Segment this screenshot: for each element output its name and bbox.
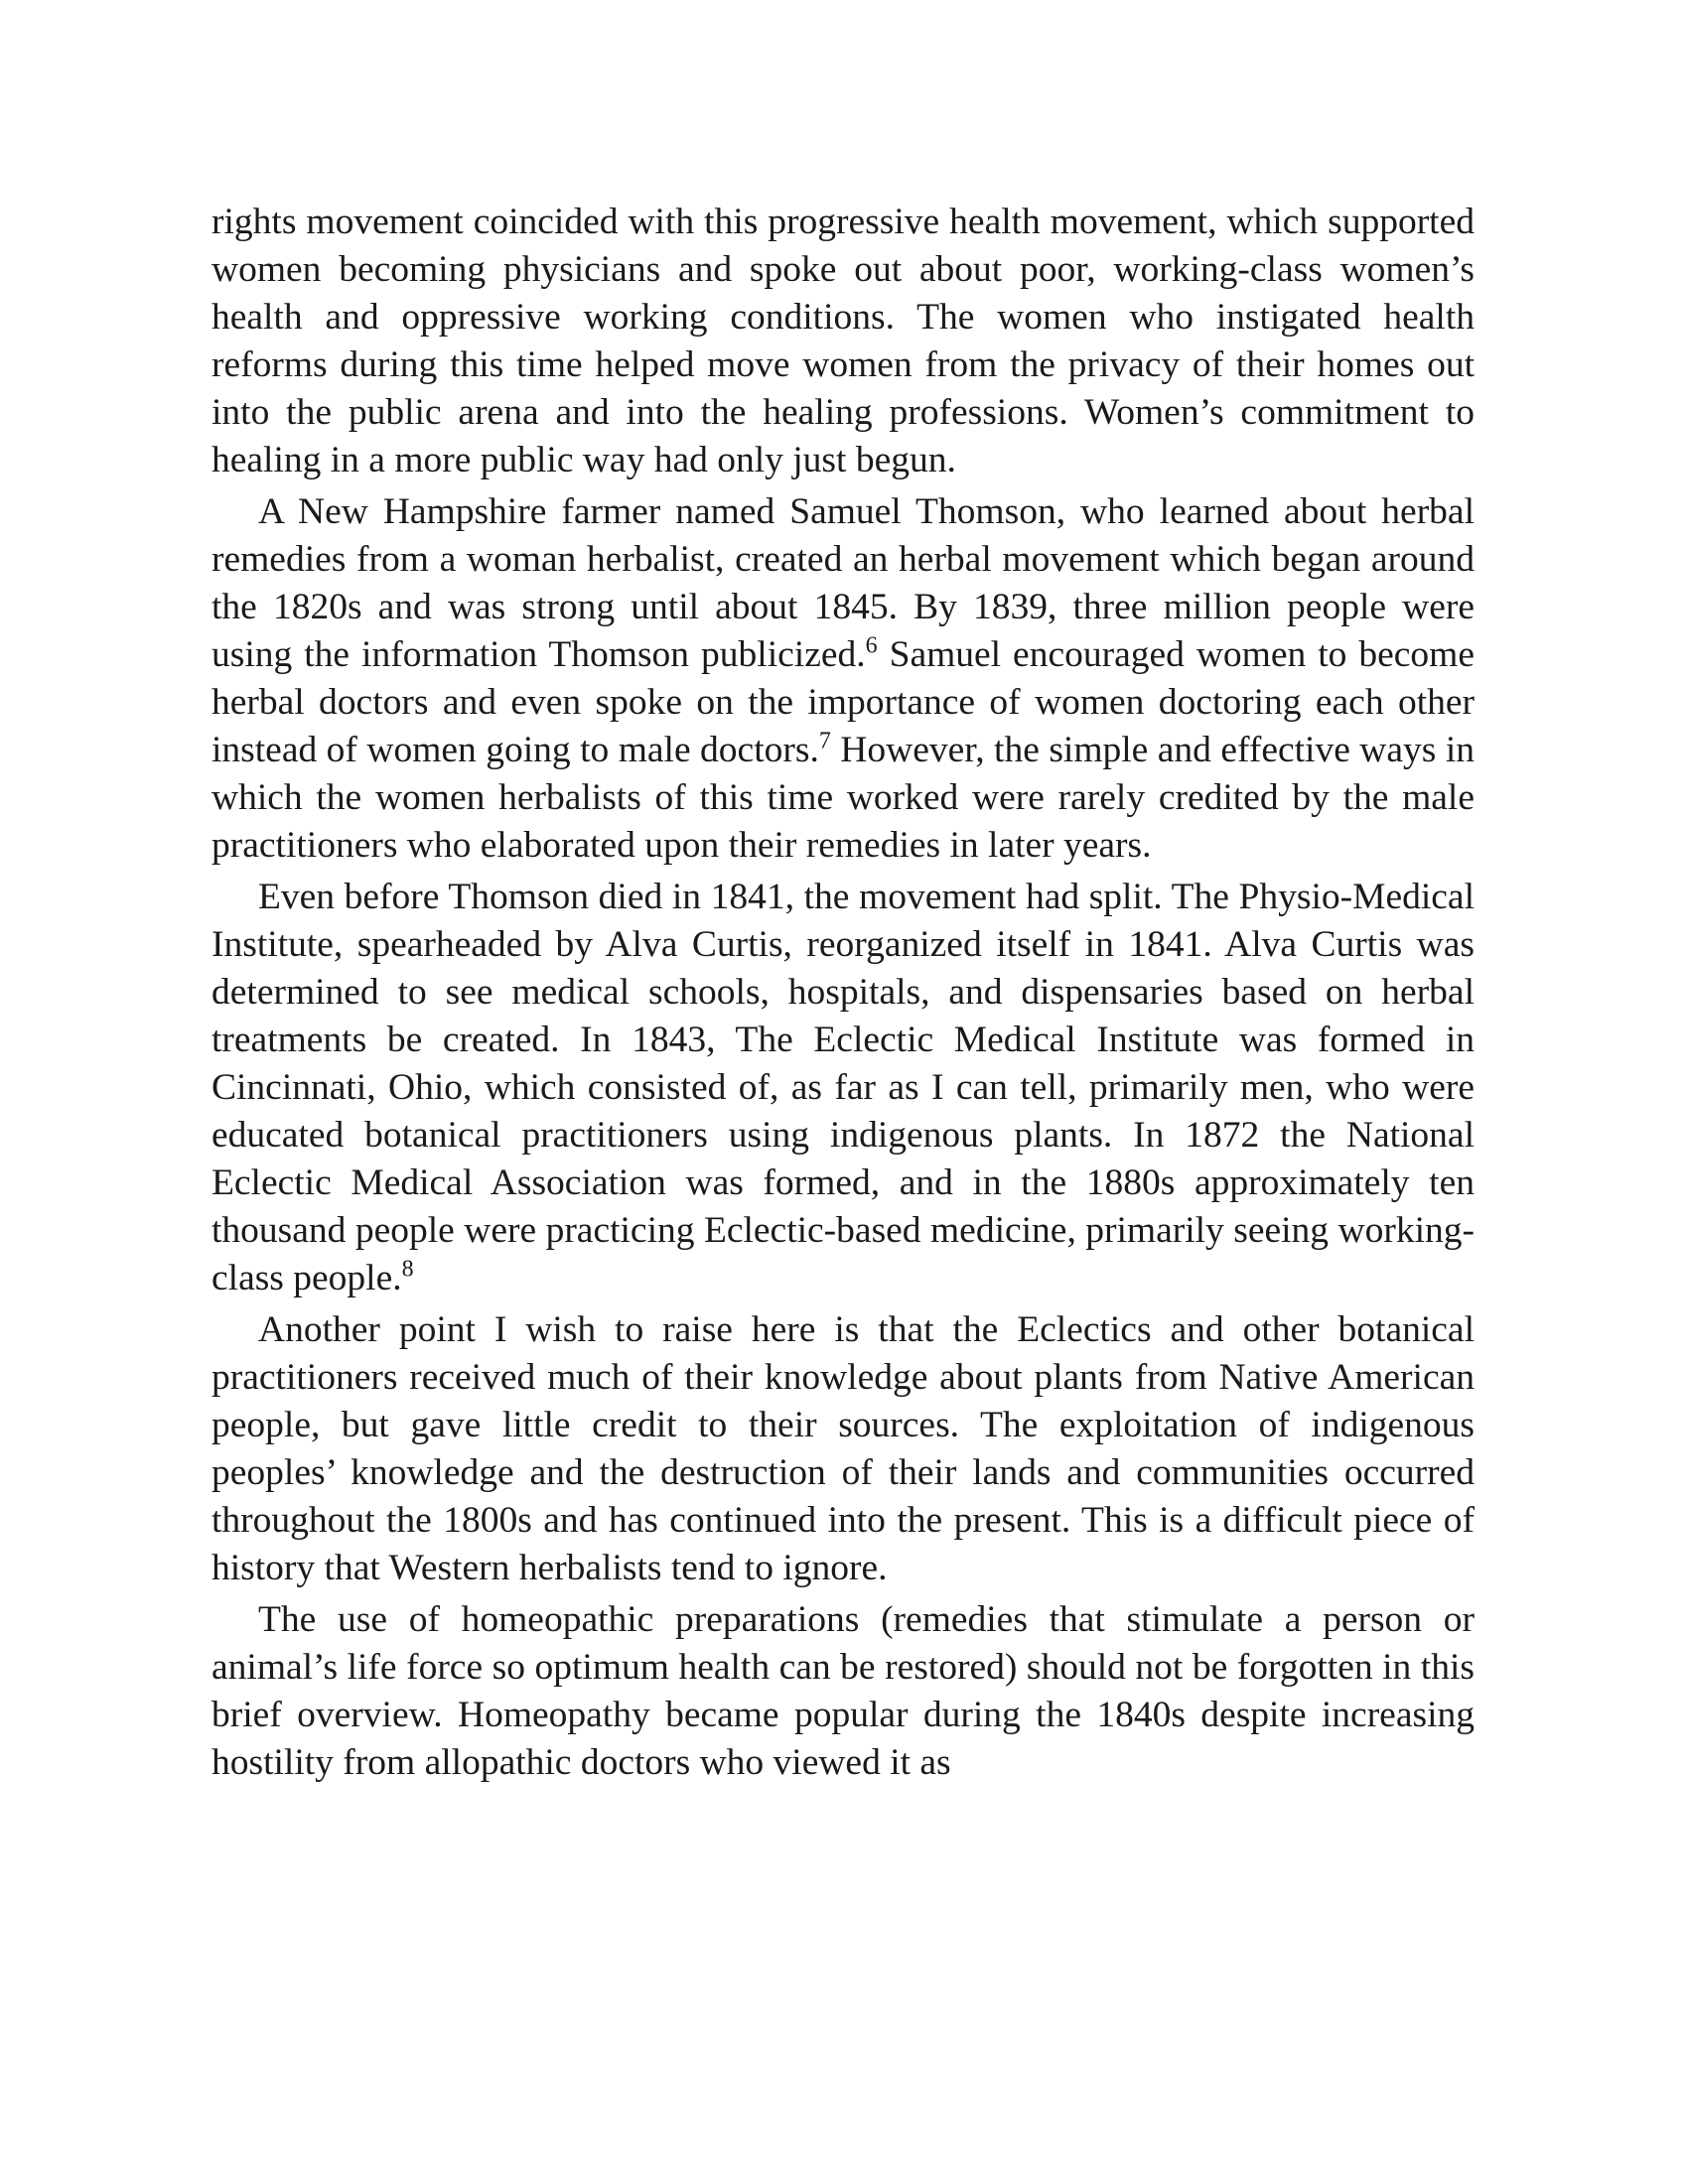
- paragraph-text: However, the simple and effective ways in which the women herbalists of this time worked were rarely credited by the male practitioners who elaborated upon their remedies in later years.: [211, 730, 1475, 866]
- footnote-marker: 7: [818, 728, 831, 754]
- paragraph-native-knowledge: [211, 1306, 1475, 1592]
- footnote-marker: 6: [865, 632, 878, 659]
- paragraph-text: Samuel encouraged women to become herbal doctors and even spoke on the importance of women doctoring each other instead of women going to male doctors.: [211, 634, 1475, 770]
- paragraph-homeopathy: [211, 1596, 1475, 1787]
- paragraph-text: Even before Thomson died in 1841, the movement had split. The Physio-Medical Institute, spearheaded by Alva Curtis, reorganized itself in 1841. Alva Curtis was determined to see medical schools, hospitals, and dispensaries based on herbal treatments be created. In 1843, The Eclectic Medical Institute was formed in Cincinnati, Ohio, which consisted of, as far as I can tell, primarily men, who were educated botanical practitioners using indigenous plants. In 1872 the National Eclectic Medical Association was formed, and in the 1880s approximately ten thousand people were practicing Eclectic-based medicine, primarily seeing working-class people.: [211, 877, 1475, 1298]
- paragraph-text: rights movement coincided with this progressive health movement, which supported women becoming physicians and spoke out about poor, working-class women’s health and oppressive working conditions. The women who instigated health reforms during this time helped move women from the privacy of their homes out into the public arena and into the healing professions. Women’s commitment to healing in a more public way had only just begun.: [211, 202, 1475, 480]
- paragraph-text: A New Hampshire farmer named Samuel Thomson, who learned about herbal remedies from a woman herbalist, created an herbal movement which began around the 1820s and was strong until about 1845. By 1839, three million people were using the information Thomson publicized.: [211, 491, 1475, 675]
- footnote-marker: 8: [401, 1256, 414, 1283]
- page-body: [211, 199, 1475, 1791]
- paragraph-text: The use of homeopathic preparations (remedies that stimulate a person or animal’s life force so optimum health can be restored) should not be forgotten in this brief overview. Homeopathy became popular during the 1840s despite increasing hostility from allopathic doctors who viewed it as: [211, 1599, 1475, 1783]
- paragraph-continuation: [211, 199, 1475, 484]
- paragraph-text: Another point I wish to raise here is that the Eclectics and other botanical practitioners received much of their knowledge about plants from Native American people, but gave little credit to their sources. The exploitation of indigenous peoples’ knowledge and the destruction of their lands and communities occurred throughout the 1800s and has continued into the present. This is a difficult piece of history that Western herbalists tend to ignore.: [211, 1309, 1475, 1588]
- paragraph-thomson: [211, 488, 1475, 870]
- paragraph-eclectic: [211, 874, 1475, 1302]
